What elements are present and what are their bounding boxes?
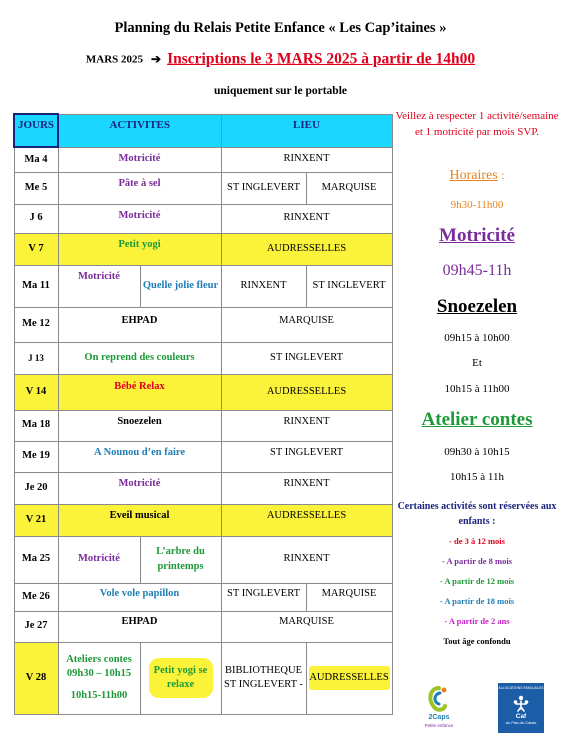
table-row bbox=[14, 472, 392, 504]
table-row bbox=[14, 441, 392, 472]
lieu-cell: RINXENT bbox=[221, 265, 306, 307]
lieu-cell: AUDRESSELLES bbox=[221, 504, 392, 536]
caf-logo-name: Caf bbox=[515, 713, 527, 720]
caf-logo bbox=[498, 683, 544, 733]
activity-cell: Vole vole papillon bbox=[58, 583, 221, 611]
activity-cell: Motricité bbox=[58, 204, 221, 233]
lieu-cell: RINXENT bbox=[221, 147, 392, 172]
table-row bbox=[14, 583, 392, 611]
activity-cell: Petit yogi bbox=[58, 233, 221, 265]
motricite-time: 09h45-11h bbox=[442, 262, 512, 279]
table-row bbox=[14, 504, 392, 536]
activity-cell: Motricité bbox=[58, 265, 140, 307]
day-cell: Ma 11 bbox=[14, 265, 58, 307]
reserved-note: Certaines activités sont réservées aux enfants : bbox=[397, 501, 557, 527]
arrow-icon: ➔ bbox=[151, 51, 162, 66]
lieu-cell: ST INGLEVERT bbox=[306, 265, 392, 307]
day-cell: Je 20 bbox=[14, 472, 58, 504]
caf-logo-top: ALLOCATIONS FAMILIALES bbox=[498, 686, 544, 690]
day-cell: Ma 25 bbox=[14, 536, 58, 583]
day-cell: V 21 bbox=[14, 504, 58, 536]
day-cell: Me 19 bbox=[14, 441, 58, 472]
activity-cell: Eveil musical bbox=[58, 504, 221, 536]
lieu-cell bbox=[306, 642, 392, 714]
day-cell: Je 27 bbox=[14, 611, 58, 642]
activity-cell: Motricité bbox=[58, 147, 221, 172]
activity-line: 09h30 – 10h15 bbox=[66, 668, 132, 680]
contes-time-1: 09h30 à 10h15 bbox=[444, 446, 510, 458]
header-jours: JOURS bbox=[14, 114, 58, 147]
lieu-line-text: ST INGLEVERT bbox=[224, 679, 297, 690]
horaires-label-text: Horaires bbox=[449, 168, 498, 183]
planning-table bbox=[13, 113, 393, 715]
snoezelen-et: Et bbox=[472, 357, 482, 369]
lieu-cell: ST INGLEVERT bbox=[221, 172, 306, 204]
activity-cell: Bébé Relax bbox=[58, 374, 221, 410]
activity-cell: Pâte à sel bbox=[58, 172, 221, 204]
lieu-highlight: AUDRESSELLES bbox=[309, 666, 390, 690]
lieu-cell: ST INGLEVERT bbox=[221, 342, 392, 374]
lieu-cell: RINXENT bbox=[221, 536, 392, 583]
caps-logo-sub: Petite enfance bbox=[424, 723, 454, 728]
table-header-row bbox=[14, 114, 392, 147]
inscriptions-text: Inscriptions le 3 MARS 2025 à partir de 14h00 bbox=[167, 50, 476, 68]
table-row bbox=[14, 410, 392, 441]
activity-cell: Quelle jolie fleur bbox=[140, 265, 221, 307]
month-label: MARS 2025 bbox=[85, 53, 144, 66]
contes-time-2: 10h15 à 11h bbox=[450, 471, 504, 483]
activity-line: 10h15-11h00 bbox=[70, 689, 128, 701]
horaires-colon: : bbox=[501, 169, 505, 182]
lieu-cell: RINXENT bbox=[221, 472, 392, 504]
contes-title: Atelier contes bbox=[421, 409, 533, 430]
activity-cell: EHPAD bbox=[58, 611, 221, 642]
table-row bbox=[14, 265, 392, 307]
lieu-cell: AUDRESSELLES bbox=[221, 374, 392, 410]
lieu-line bbox=[224, 678, 304, 692]
table-row bbox=[14, 233, 392, 265]
table-row bbox=[14, 307, 392, 342]
age-list bbox=[393, 532, 561, 652]
age-item: - A partir de 2 ans bbox=[444, 615, 510, 626]
activity-highlight: Petit yogi se relaxe bbox=[149, 658, 213, 698]
caps-logo bbox=[418, 684, 460, 732]
lieu-cell: MARQUISE bbox=[306, 583, 392, 611]
age-item: - A partir de 8 mois bbox=[442, 555, 512, 566]
table-row bbox=[14, 204, 392, 233]
day-cell: J 6 bbox=[14, 204, 58, 233]
respect-note: Veillez à respecter 1 activité/semaine et 1 motricité par mois SVP. bbox=[395, 110, 559, 138]
lieu-cell: AUDRESSELLES bbox=[221, 233, 392, 265]
lieu-line: BIBLIOTHEQUE bbox=[225, 664, 302, 676]
table-row bbox=[14, 172, 392, 204]
snoezelen-time-2: 10h15 à 11h00 bbox=[444, 383, 510, 395]
lieu-cell: MARQUISE bbox=[221, 307, 392, 342]
caf-family-icon bbox=[512, 694, 530, 712]
activity-cell bbox=[140, 642, 221, 714]
table-row bbox=[14, 147, 392, 172]
portable-note: uniquement sur le portable bbox=[213, 85, 347, 97]
header-activites: ACTIVITES bbox=[58, 114, 221, 147]
day-cell: Me 12 bbox=[14, 307, 58, 342]
horaires-value: 9h30-11h00 bbox=[450, 199, 504, 211]
motricite-title: Motricité bbox=[439, 225, 515, 246]
day-cell: V 28 bbox=[14, 642, 58, 714]
age-item: - de 3 à 12 mois bbox=[449, 536, 505, 546]
table-row bbox=[14, 342, 392, 374]
lieu-cell: MARQUISE bbox=[221, 611, 392, 642]
table-row bbox=[14, 536, 392, 583]
activity-cell bbox=[58, 642, 140, 714]
day-cell: J 13 bbox=[14, 342, 58, 374]
dash-text: - bbox=[299, 679, 303, 690]
caf-logo-place: du Pas-de-Calais bbox=[505, 720, 537, 725]
activity-cell: L’arbre du printemps bbox=[140, 536, 221, 583]
caps-logo-icon bbox=[418, 684, 460, 714]
activity-line: Ateliers contes bbox=[66, 654, 132, 666]
age-item: Tout âge confondu bbox=[443, 635, 511, 646]
table-row bbox=[14, 611, 392, 642]
caps-logo-text: 2Caps bbox=[428, 714, 450, 721]
activity-cell: On reprend des couleurs bbox=[58, 342, 221, 374]
day-cell: Me 26 bbox=[14, 583, 58, 611]
page-title: Planning du Relais Petite Enfance « Les Cap’itaines » bbox=[114, 20, 447, 36]
day-cell: Ma 18 bbox=[14, 410, 58, 441]
activity-cell: A Nounou d’en faire bbox=[58, 441, 221, 472]
day-cell: V 7 bbox=[14, 233, 58, 265]
day-cell: Ma 4 bbox=[14, 147, 58, 172]
lieu-cell: MARQUISE bbox=[306, 172, 392, 204]
day-cell: Me 5 bbox=[14, 172, 58, 204]
age-item: - A partir de 18 mois bbox=[439, 595, 515, 606]
header-lieu: LIEU bbox=[221, 114, 392, 147]
activity-cell: Snoezelen bbox=[58, 410, 221, 441]
snoezelen-title: Snoezelen bbox=[436, 296, 518, 317]
activity-cell: Motricité bbox=[58, 472, 221, 504]
table-row bbox=[14, 642, 392, 714]
day-cell: V 14 bbox=[14, 374, 58, 410]
lieu-cell: RINXENT bbox=[221, 204, 392, 233]
lieu-cell: RINXENT bbox=[221, 410, 392, 441]
lieu-cell bbox=[221, 642, 306, 714]
lieu-cell: ST INGLEVERT bbox=[221, 441, 392, 472]
activity-cell: EHPAD bbox=[58, 307, 221, 342]
inscriptions-line bbox=[0, 50, 561, 68]
age-item: - A partir de 12 mois bbox=[439, 575, 515, 586]
lieu-cell: ST INGLEVERT bbox=[221, 583, 306, 611]
table-row bbox=[14, 374, 392, 410]
activity-cell: Motricité bbox=[58, 536, 140, 583]
snoezelen-time-1: 09h15 à 10h00 bbox=[444, 332, 510, 344]
horaires-label bbox=[393, 168, 561, 184]
